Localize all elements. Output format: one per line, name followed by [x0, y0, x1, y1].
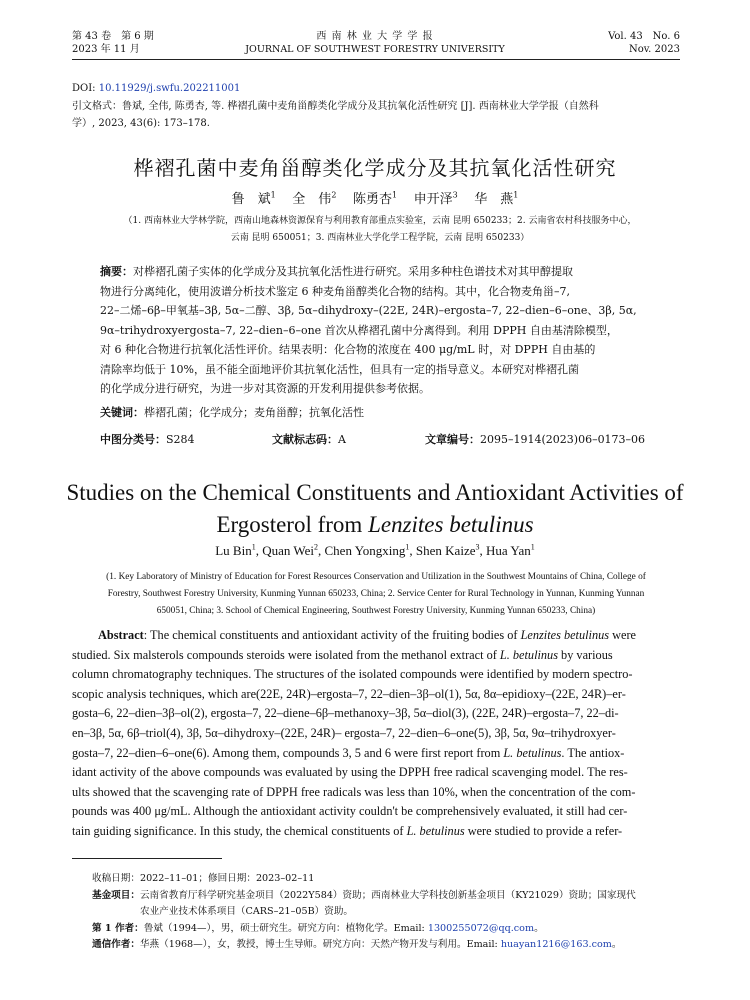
- author-cn: 鲁 斌$^1$: [231, 190, 276, 207]
- authors-en: [0, 543, 750, 559]
- author-cn: 全 伟$^2$: [292, 190, 337, 207]
- footnote-rule: [72, 858, 222, 859]
- fund-info: 基金项目：云南省教育厅科学研究基金项目（2022Y584）资助；西南林业大学科技创新基金项目（KY21029）资助；国家现代: [92, 889, 636, 901]
- doi: DOI: 10.11929/j.swfu.202211001: [72, 83, 241, 94]
- authors-cn: [0, 188, 750, 207]
- abstract-cn-label: 摘要：: [100, 265, 133, 278]
- header-rule: [72, 59, 680, 60]
- author-cn: 申开泽$^3$: [413, 190, 458, 207]
- title-en: Studies on the Chemical Constituents and Antioxidant Activities of Ergosterol from Lenzites betulinus: [66, 480, 684, 537]
- author-en: Quan Wei$^2$,: [262, 543, 325, 559]
- header-vol-en: Vol. 43 No. 6 Nov. 2023: [608, 31, 680, 55]
- article-number: 文章编号：2095–1914(2023)06–0173–06: [425, 433, 646, 446]
- abstract-en: Abstract: The chemical constituents and antioxidant activity of the fruiting bodies of Lenzites betulinus were studied. Six malsterols compounds steroids were isolated from the methanol extract of L. betulinus by various column chromatography techniques. The structures of the isolated compounds were identified by modern spectro- scopic analysis techniques, which are(22E, 24R)–ergosta–7, 22–dien–3β–ol(1), 5α, 8α–epidioxy–(22E, 24R)–er- gosta–6, 22–dien–3β–ol(2), ergosta–7, 22–diene–6β–methanoxy–3β, 5α–diol(3), (22E, 24R)–ergosta–7, 22–di- en–3β, 5α, 6β–triol(4), 3β, 5α–dihydroxy–(22E, 24R)– ergosta–7, 22–dien–6–one(5), 3β, 5α, 9α–trihydroxyer- gosta–7, 22–dien–6–one(6). Among them, compounds 3, 5 and 6 were first report from L. betulinus. The antiox- idant activity of the above compounds was evaluated by using the DPPH free radical scavenging model. The res- ults showed that the scavenging rate of DPPH free radicals was less than 10%, when the concentration of the com- pounds was 400 μg/mL. Although the antioxidant activity couldn't be comprehensively evaluated, it still had cer- tain guiding significance. In this study, the chemical constituents of L. betulinus were studied to provide a refer-: [72, 628, 636, 838]
- abstract-cn: 摘要：对桦褶孔菌子实体的化学成分及其抗氧化活性进行研究。采用多种柱色谱技术对其甲醇提取 物进行分离纯化，使用波谱分析技术鉴定 6 种麦角甾醇类化合物的结构。其中，化合物麦角甾–7, 22–二烯–6β–甲氧基–3β, 5α–二醇、3β, 5α–dihydroxy–(22E, 24R)–ergosta–7, 22–dien–6–one、3β, 5α, 9α–trihydroxyergosta–7, 22–dien–6–one 首次从桦褶孔菌中分离得到。利用 DPPH 自由基清除模型， 对 6 种化合物进行抗氧化活性评价。结果表明：化合物的浓度在 400 μg/mL 时，对 DPPH 自由基的 清除率均低于 10%，虽不能全面地评价其抗氧化活性，但具有一定的指导意义。本研究对桦褶孔菌 的化学成分进行研究，为进一步对其资源的开发利用提供参考依据。: [100, 265, 637, 395]
- received-date: 收稿日期：2022–11–01；修回日期：2023–02–11: [92, 873, 315, 884]
- doc-code: 文献标志码：A: [272, 433, 346, 446]
- citation: 引文格式：鲁斌, 全伟, 陈勇杏, 等. 桦褶孔菌中麦角甾醇类化学成分及其抗氧化活性研究 [J]. 西南林业大学学报（自然科 学）, 2023, 43(6): 173–178.: [72, 101, 599, 129]
- author-cn: 陈勇杏$^1$: [352, 190, 398, 207]
- abstract-en-label: Abstract: [98, 628, 144, 642]
- author-en: Shen Kaize$^3$,: [415, 543, 486, 559]
- corresponding-email-link[interactable]: huayan1216@163.com: [500, 939, 612, 950]
- first-author: 第 1 作者：鲁斌（1994—），男，硕士研究生。研究方向：植物化学。Email: 1300255072@qq.com。: [92, 922, 544, 934]
- affiliations-en: (1. Key Laboratory of Ministry of Education for Forest Resources Conservation and Utilization in the Southwest Mountains of China, College of Forestry, Southwest Forestry University, Kunming Yunnan 650233, China; 2. Service Center for Rural Technology in Yunnan, Kunming Yunnan 650051, China; 3. School of Chemical Engineering, Southwest Forestry University, Kunming Yunnan 650233, China): [106, 572, 646, 616]
- corresponding-author: 通信作者：华燕（1968—），女，教授，博士生导师。研究方向：天然产物开发与利用。Email: huayan1216@163.com。: [92, 939, 622, 950]
- doi-link[interactable]: 10.11929/j.swfu.202211001: [98, 83, 241, 94]
- affiliations-cn: （1. 西南林业大学林学院，西南山地森林资源保育与利用教育部重点实验室，云南 昆明 650233；2. 云南省农村科技服务中心， 云南 昆明 650051；3. 西南林业大学化学工程学院，云南 昆明 650233）: [123, 216, 637, 243]
- title-cn: 桦褶孔菌中麦角甾醇类化学成分及其抗氧化活性研究: [133, 156, 617, 180]
- keywords-cn: 关键词：桦褶孔菌；化学成分；麦角甾醇；抗氧化活性: [100, 406, 364, 419]
- author-cn: 华 燕$^1$: [474, 190, 519, 207]
- author-en: Lu Bin$^1$,: [215, 543, 263, 559]
- footnotes: 收稿日期：2022–11–01；修回日期：2023–02–11 基金项目：云南省教育厅科学研究基金项目（2022Y584）资助；西南林业大学科技创新基金项目（KY21029）资助；国家现代 农业产业技术体系项目（CARS–21–05B）资助。 第 1 作者：鲁斌（1994—），男，硕士研究生。研究方向：植物化学。Email: 1300255072@qq.com。 通信作者：华燕（1968—），女，教授，博士生导师。研究方向：天然产物开发与利用。Email: huayan1216@163.com。: [92, 871, 682, 954]
- header-volume: 第 43 卷 第 6 期 2023 年 11 月: [72, 31, 154, 55]
- clc-number: 中图分类号：S284: [100, 433, 195, 446]
- author-en: Hua Yan$^1$: [485, 543, 535, 559]
- header-journal: 西 南 林 业 大 学 学 报 JOURNAL OF SOUTHWEST FORESTRY UNIVERSITY: [245, 31, 505, 55]
- author-en: Chen Yongxing$^1$,: [324, 543, 416, 559]
- first-author-email-link[interactable]: 1300255072@qq.com: [427, 922, 535, 934]
